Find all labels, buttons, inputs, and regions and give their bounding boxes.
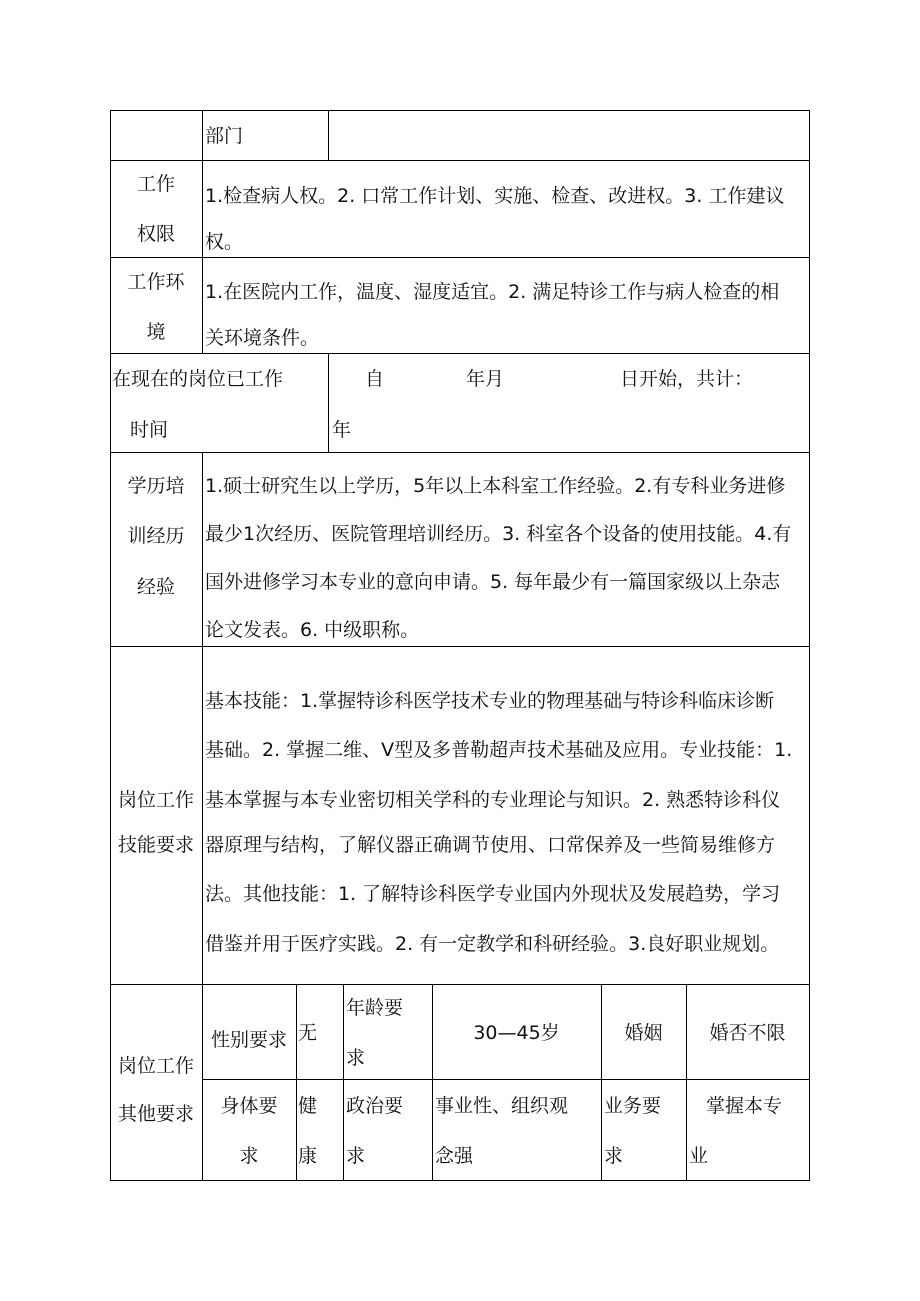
tenure-label: 时间 (130, 419, 169, 441)
skills-text: 法。其他技能：1. 了解特诊科医学专业国内外现状及发展趋势，学习 (205, 883, 781, 905)
skills-text: 基础。2. 掌握二维、V型及多普勒超声技术基础及应用。专业技能：1. (205, 739, 793, 761)
skills-text: 借鉴并用于医疗实践。2. 有一定教学和科研经验。3.良好职业规划。 (205, 933, 780, 955)
authority-text: 权。 (205, 231, 244, 253)
education-text: 1.硕士研究生以上学历，5年以上本科室工作经验。2.有专科业务进修 (205, 475, 786, 497)
skills-text: 基本技能：1.掌握特诊科医学技术专业的物理基础与特诊科临床诊断 (205, 690, 775, 712)
health-label: 求 (239, 1145, 259, 1167)
education-label: 训经历 (127, 525, 185, 547)
tenure-label: 在现在的岗位已工作 (112, 368, 284, 390)
politics-label: 求 (346, 1145, 366, 1167)
department-label: 部门 (205, 125, 244, 147)
business-value: 业 (689, 1145, 709, 1167)
table-line (110, 646, 810, 647)
table-line (343, 984, 344, 1181)
table-line (202, 1079, 810, 1080)
tenure-from: 自 (365, 368, 385, 390)
education-label: 经验 (136, 576, 175, 598)
table-line (110, 984, 810, 985)
education-text: 国外进修学习本专业的意向申请。5. 每年最少有一篇国家级以上杂志 (205, 571, 781, 593)
tenure-years: 年 (332, 419, 352, 441)
other-label: 其他要求 (117, 1103, 194, 1125)
education-label: 学历培 (127, 475, 185, 497)
age-label: 求 (346, 1047, 366, 1069)
tenure-year-month: 年月 (466, 368, 505, 390)
environment-label: 境 (146, 321, 166, 343)
table-line (328, 353, 329, 453)
business-label: 业务要 (604, 1095, 662, 1117)
environment-text: 1.在医院内工作，温度、湿度适宜。2. 满足特诊工作与病人检查的相 (205, 281, 780, 303)
environment-text: 关环境条件。 (205, 327, 320, 349)
table-line (296, 984, 297, 1181)
politics-value: 事业性、组织观 (435, 1095, 569, 1117)
table-line (202, 110, 203, 354)
business-value: 掌握本专 (706, 1095, 783, 1117)
table-line (110, 452, 810, 453)
politics-label: 政治要 (346, 1095, 404, 1117)
health-label: 身体要 (220, 1095, 278, 1117)
table-line (328, 110, 329, 161)
skills-label: 岗位工作 (117, 789, 194, 811)
business-label: 求 (604, 1145, 624, 1167)
table-line (110, 257, 810, 258)
gender-label: 性别要求 (210, 1029, 287, 1051)
tenure-start-total: 日开始，共计： (620, 368, 754, 390)
politics-value: 念强 (435, 1145, 474, 1167)
table-line (110, 353, 810, 354)
education-text: 论文发表。6. 中级职称。 (205, 619, 420, 641)
other-label: 岗位工作 (117, 1055, 194, 1077)
gender-value: 无 (298, 1022, 318, 1044)
age-label: 年龄要 (346, 997, 404, 1019)
environment-label: 工作环 (127, 271, 185, 293)
marriage-label: 婚姻 (624, 1022, 663, 1044)
marriage-value: 婚否不限 (709, 1022, 786, 1044)
age-value: 30—45岁 (473, 1022, 560, 1044)
table-line (809, 110, 810, 1181)
table-line (202, 452, 203, 1181)
skills-text: 器原理与结构，了解仪器正确调节使用、口常保养及一些简易维修方 (205, 834, 776, 856)
health-value: 康 (298, 1145, 318, 1167)
table-line (110, 110, 810, 111)
table-line (432, 984, 433, 1181)
skills-label: 技能要求 (117, 834, 194, 856)
table-line (686, 984, 687, 1181)
skills-text: 基本掌握与本专业密切相关学科的专业理论与知识。2. 熟悉特诊科仪 (205, 789, 781, 811)
education-text: 最少1次经历、医院管理培训经历。3. 科室各个设备的使用技能。4.有 (205, 523, 792, 545)
table-line (110, 1180, 810, 1181)
authority-label: 工作 (136, 173, 175, 195)
table-line (110, 160, 810, 161)
authority-text: 1.检查病人权。2. 口常工作计划、实施、检查、改进权。3. 工作建议 (205, 185, 785, 207)
table-line (601, 984, 602, 1181)
authority-label: 权限 (136, 223, 175, 245)
health-value: 健 (298, 1095, 318, 1117)
